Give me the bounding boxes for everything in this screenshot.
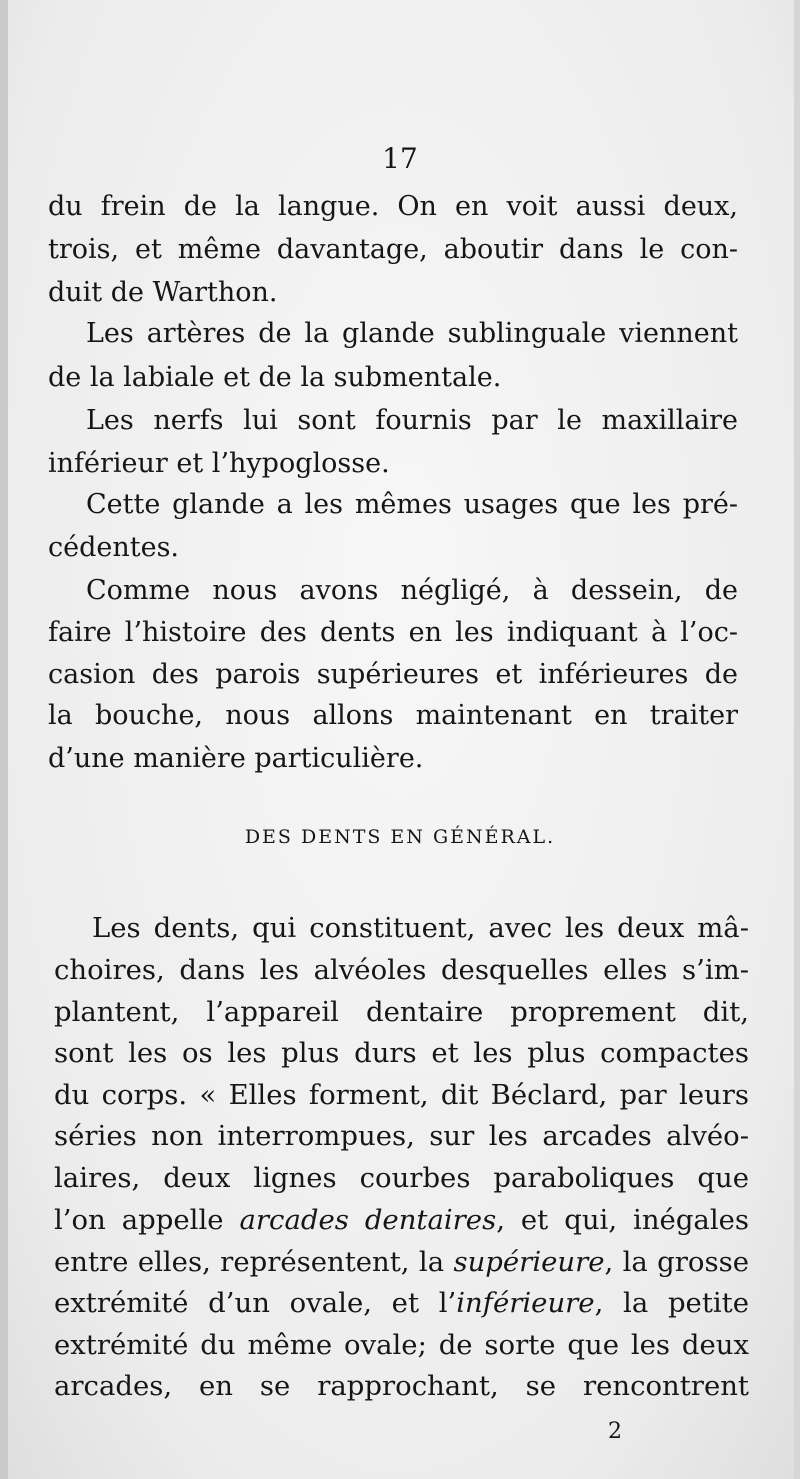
text-line: Les nerfs lui sont fournis par le maxillaire (86, 405, 738, 436)
text-line: entre elles, représentent, la supérieure, la grosse (54, 1246, 749, 1278)
signature-mark: 2 (608, 1419, 622, 1444)
page-number: 17 (382, 142, 418, 175)
text-line: casion des parois supérieures et inférieures de (48, 659, 738, 690)
text-line: du corps. « Elles forment, dit Béclard, par leurs (54, 1079, 749, 1111)
text-line: faire l’histoire des dents en les indiquant à l’oc- (48, 617, 738, 648)
text-line: Les dents, qui constituent, avec les deux mâ- (92, 912, 749, 944)
text-line: du frein de la langue. On en voit aussi deux, (48, 191, 738, 222)
text-line: extrémité d’un ovale, et l’inférieure, la petite (54, 1287, 749, 1319)
text-line: de la labiale et de la submentale. (48, 362, 502, 393)
text-line: l’on appelle arcades dentaires, et qui, inégales (54, 1204, 750, 1236)
text-line: Les artères de la glande sublinguale viennent (86, 318, 738, 349)
section-heading: DES DENTS EN GÉNÉRAL. (244, 826, 556, 848)
text-line: laires, deux lignes courbes paraboliques que (54, 1162, 749, 1194)
text-line: plantent, l’appareil dentaire proprement dit, (54, 996, 749, 1028)
text-line: extrémité du même ovale; de sorte que les deux (54, 1329, 749, 1361)
text-line: duit de Warthon. (48, 277, 278, 308)
text-line: trois, et même davantage, aboutir dans le con- (48, 234, 738, 265)
text-line: Comme nous avons négligé, à dessein, de (86, 575, 738, 606)
text-line: séries non interrompues, sur les arcades alvéo- (54, 1120, 749, 1152)
text-line: la bouche, nous allons maintenant en traiter (48, 700, 738, 731)
text-line: choires, dans les alvéoles desquelles elles s’im- (54, 954, 749, 986)
text-line: sont les os les plus durs et les plus compactes (54, 1037, 749, 1069)
page-edge-right (794, 0, 800, 1479)
text-line: inférieur et l’hypoglosse. (48, 448, 390, 479)
text-line: d’une manière particulière. (48, 743, 424, 774)
text-line: arcades, en se rapprochant, se rencontrent (54, 1370, 749, 1402)
text-line: cédentes. (48, 532, 180, 563)
page-edge-left (0, 0, 8, 1479)
text-line: Cette glande a les mêmes usages que les pré- (86, 489, 738, 520)
